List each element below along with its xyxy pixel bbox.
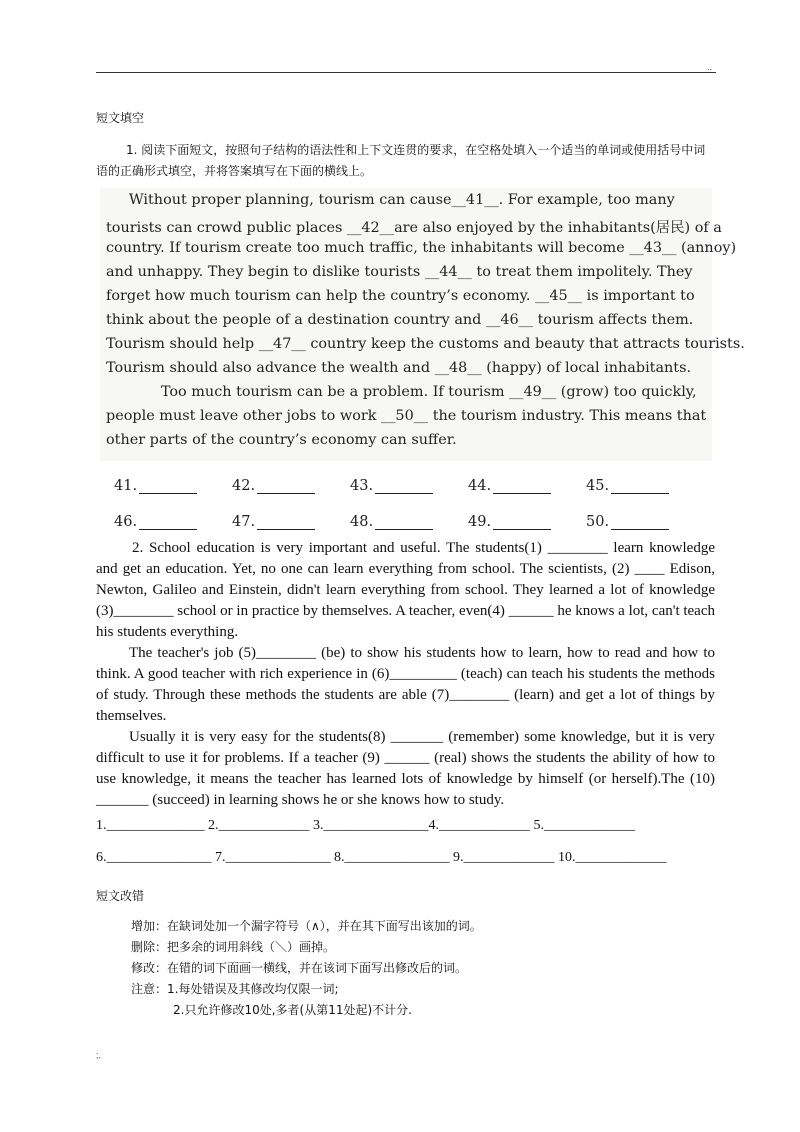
passage-line: and unhappy. They begin to dislike tourists __44__ to treat them impolitely. They [106,264,693,280]
passage-line: country. If tourism create too much traffic, the inhabitants will become __43__ (annoy) [106,240,737,256]
answer-row-2 [114,504,704,540]
passage-line: Tourism should also advance the wealth and __48__ (happy) of local inhabitants. [106,360,692,376]
footer-mark: ;. [96,1050,102,1060]
header-mark: .. [707,62,713,72]
answer-row-1 [114,468,704,504]
answer-blank-43[interactable] [350,478,468,494]
answer-blank-42[interactable] [232,478,350,494]
passage-2-paragraph-1: 2. School education is very important and useful. The students(1) ________ learn knowledge and get an education. Yet, no one can learn everything from school. The scientists, (2) ____ Edison, Newton, Galileo and Einstein, didn't learn everything from school. They learned a lot of knowledge (3)________ school or in practice by themselves. A teacher, even(4) ______ he knows a lot, can't teach his students everything. [96,540,715,640]
answer-blank-47[interactable] [232,514,350,530]
answer-blanks-row-2[interactable]: 6._______________ 7._______________ 8._______________ 9._____________ 10._____________ [96,850,667,865]
passage-line: other parts of the country’s economy can suffer. [106,432,457,448]
section-title-fill-in: 短文填空 [96,111,145,125]
correction-rules [131,916,691,1021]
answer-number: 48. [350,514,374,530]
answer-number: 47. [232,514,256,530]
answer-blank-48[interactable] [350,514,468,530]
instruction-text: 1. 阅读下面短文，按照句子结构的语法性和上下文连贯的要求，在空格处填入一个适当的单词或使用括号中词语的正确形式填空，并将答案填写在下面的横线上。 [96,143,706,178]
answer-grid [114,468,704,540]
answer-blank-45[interactable] [586,478,704,494]
answer-blank-50[interactable] [586,514,704,530]
answer-number: 46. [114,514,138,530]
passage-line: think about the people of a destination country and __46__ tourism affects them. [106,312,694,328]
passage-2-paragraph-3: Usually it is very easy for the students(8) _______ (remember) some knowledge, but it is very difficult to use it for problems. If a teacher (9) ______ (real) shows the students the ability of how to use knowledge, it means the teacher has learned lots of knowledge by himself (or herself).The (10) _______ (succeed) in learning shows he or she knows how to study. [96,729,715,808]
passage-line: Tourism should help __47__ country keep the customs and beauty that attracts tourists. [106,336,745,352]
answer-blank-49[interactable] [468,514,586,530]
passage-2 [96,538,715,811]
section-title-error-correction: 短文改错 [96,889,145,903]
answer-number: 43. [350,478,374,494]
answer-blank-46[interactable] [114,514,232,530]
passage-line: forget how much tourism can help the country’s economy. __45__ is important to [106,288,695,304]
rule-note: 注意：1.每处错误及其修改均仅限一词; [131,982,339,996]
answer-blanks-row-1[interactable]: 1.______________ 2._____________ 3._______________4._____________ 5._____________ [96,818,635,833]
rule-note-2: 2.只允许修改10处,多者(从第11处起)不计分. [173,1003,412,1017]
passage-line: Too much tourism can be a problem. If tourism __49__ (grow) too quickly, [106,384,697,400]
rule-delete: 删除：把多余的词用斜线（＼）画掉。 [131,940,336,954]
rule-modify: 修改：在错的词下面画一横线，并在该词下面写出修改后的词。 [131,961,468,975]
passage-2-paragraph-2: The teacher's job (5)________ (be) to show his students how to learn, how to read and how to think. A good teacher with rich experience in (6)_________ (teach) can teach his students the methods of study. Through these methods the students are able (7)________ (learn) and get a lot of things by themselves. [96,645,715,724]
answer-number: 42. [232,478,256,494]
answer-blank-41[interactable] [114,478,232,494]
answer-number: 45. [586,478,610,494]
instruction-1 [96,140,716,182]
passage-line: people must leave other jobs to work __50__ the tourism industry. This means that [106,408,707,424]
answer-number: 50. [586,514,610,530]
header-rule [96,72,716,73]
scanned-passage [100,188,745,461]
passage-line: Without proper planning, tourism can cause__41__. For example, too many [106,192,675,208]
passage-line: tourists can crowd public places __42__are also enjoyed by the inhabitants(居民) of a [106,220,722,236]
answer-blank-44[interactable] [468,478,586,494]
answer-number: 49. [468,514,492,530]
answer-number: 44. [468,478,492,494]
answer-number: 41. [114,478,138,494]
rule-add: 增加：在缺词处加一个漏字符号（∧），并在其下面写出该加的词。 [131,919,482,933]
